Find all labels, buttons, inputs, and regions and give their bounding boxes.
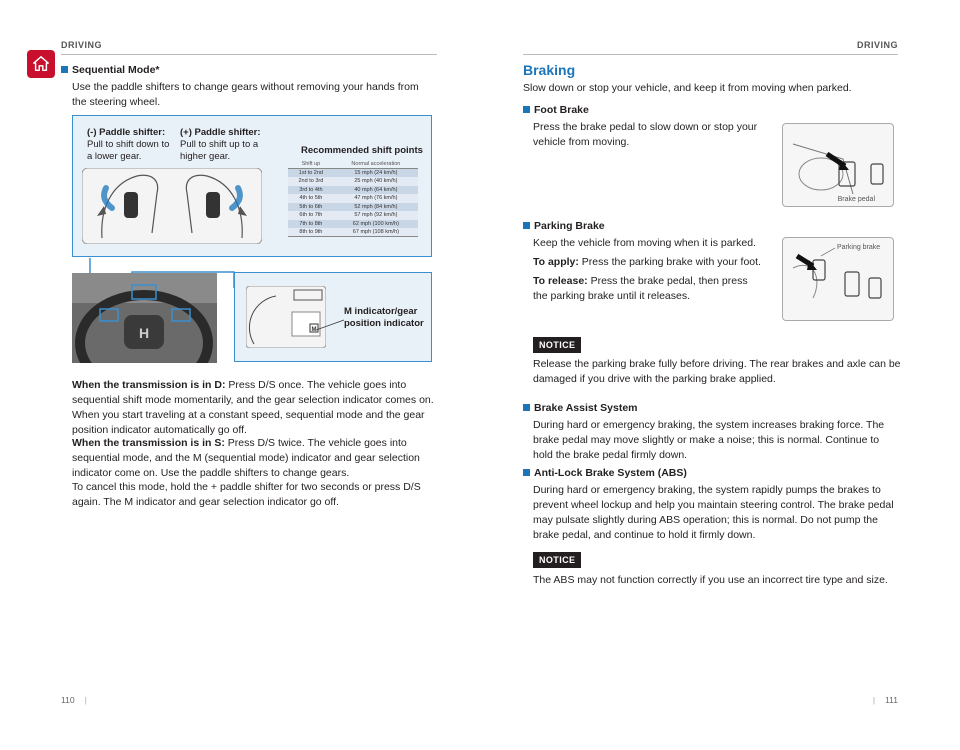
plus-paddle-label: (+) Paddle shifter: (180, 127, 261, 138)
minus-paddle-desc: Pull to shift down to a lower gear. (87, 139, 170, 162)
notice-abs-text: The ABS may not function correctly if you use an incorrect tire type and size. (533, 574, 888, 586)
table-row: 3rd to 4th 40 mph (64 km/h) (288, 186, 418, 195)
steering-wheel-photo (72, 273, 217, 363)
brake-pedal-image (782, 123, 894, 207)
plus-paddle-desc: Pull to shift up to a higher gear. (180, 139, 259, 162)
braking-intro: Slow down or stop your vehicle, and keep it from moving when parked. (523, 82, 852, 94)
svg-text:H: H (138, 325, 150, 341)
bullet-icon (61, 66, 68, 73)
bullet-icon (523, 106, 530, 113)
brake-assist-heading: Brake Assist System (523, 402, 638, 414)
brake-assist-text: During hard or emergency braking, the system increases braking force. The brake pedal may move slightly or make a noise; this is normal. Continue to hold the brake pedal firmly down. (533, 419, 885, 461)
bullet-icon (523, 469, 530, 476)
svg-text:M: M (311, 327, 317, 333)
left-header-rule (61, 54, 437, 55)
right-header-rule (523, 54, 898, 55)
table-row: 6th to 7th 57 mph (92 km/h) (288, 211, 418, 220)
transmission-s-paragraph: When the transmission is in S: Press D/S twice. The vehicle goes into sequential mode, and the M (sequential mode) indicator and gear selection indicator come on. Use the paddle shifters to change gears. (72, 437, 420, 479)
table-row: 5th to 6th 52 mph (84 km/h) (288, 203, 418, 212)
parking-brake-text: Keep the vehicle from moving when it is parked. To apply: Press the parking brake with your foot. To release: Press the brake pedal, then press the parking brake until it releases. (533, 237, 761, 302)
home-icon (32, 55, 50, 73)
left-page-number: 110 | (61, 695, 87, 705)
instrument-cluster-illustration (246, 286, 326, 348)
parking-brake-image (782, 237, 894, 321)
table-row: 1st to 2nd 15 mph (24 km/h) (288, 169, 418, 178)
notice-badge: NOTICE (533, 337, 581, 353)
abs-text: During hard or emergency braking, the system rapidly pumps the brakes to prevent wheel lockup and help you maintain steering control. The brake pedal may pulsate slightly during ABS operation; this is normal. Do not pump the brake pedal, and continue to hold it firmly down. (533, 484, 894, 541)
table-row: 4th to 5th 47 mph (76 km/h) (288, 194, 418, 203)
indicator-label: M indicator/gear position indicator (344, 306, 424, 329)
brake-pedal-caption: Brake pedal (837, 196, 875, 203)
parking-brake-heading: Parking Brake (523, 220, 605, 232)
notice-badge: NOTICE (533, 552, 581, 568)
abs-heading: Anti-Lock Brake System (ABS) (523, 467, 687, 479)
foot-brake-heading: Foot Brake (523, 104, 589, 116)
table-header: Shift up (288, 160, 334, 169)
table-header: Normal acceleration (334, 160, 418, 169)
shift-table-title: Recommended shift points (301, 145, 423, 156)
table-row: 8th to 9th 67 mph (108 km/h) (288, 228, 418, 237)
left-section-label: DRIVING (61, 40, 103, 50)
sequential-mode-intro: Use the paddle shifters to change gears without removing your hands from the steering wheel. (72, 81, 419, 108)
table-row: 2nd to 3rd 25 mph (40 km/h) (288, 177, 418, 186)
minus-paddle-label: (-) Paddle shifter: (87, 127, 166, 138)
bullet-icon (523, 404, 530, 411)
bullet-icon (523, 222, 530, 229)
home-button[interactable] (27, 50, 55, 78)
right-section-label: DRIVING (856, 40, 898, 50)
right-page-number: | 111 (872, 695, 898, 705)
notice-parking-text: Release the parking brake fully before driving. The rear brakes and axle can be damaged if you drive with the parking brake applied. (533, 358, 901, 385)
braking-title: Braking (523, 62, 576, 78)
indicator-leader-line (316, 318, 346, 332)
sequential-mode-heading: Sequential Mode* (61, 64, 160, 76)
cancel-mode-paragraph: To cancel this mode, hold the + paddle shifter for two seconds or press D/S again. The M indicator and gear selection indicator go off. (72, 481, 421, 508)
parking-brake-caption: Parking brake (837, 244, 881, 251)
paddle-illustration (82, 168, 262, 244)
shift-points-table (288, 160, 418, 237)
transmission-d-paragraph: When the transmission is in D: Press D/S once. The vehicle goes into sequential shift mode momentarily, and the gear selection indicator comes on. When you start traveling at a constant speed, sequential mode and the gear position indicator automatically go off. (72, 379, 434, 436)
foot-brake-text: Press the brake pedal to slow down or stop your vehicle from moving. (533, 121, 758, 148)
table-row: 7th to 8th 62 mph (100 km/h) (288, 220, 418, 229)
